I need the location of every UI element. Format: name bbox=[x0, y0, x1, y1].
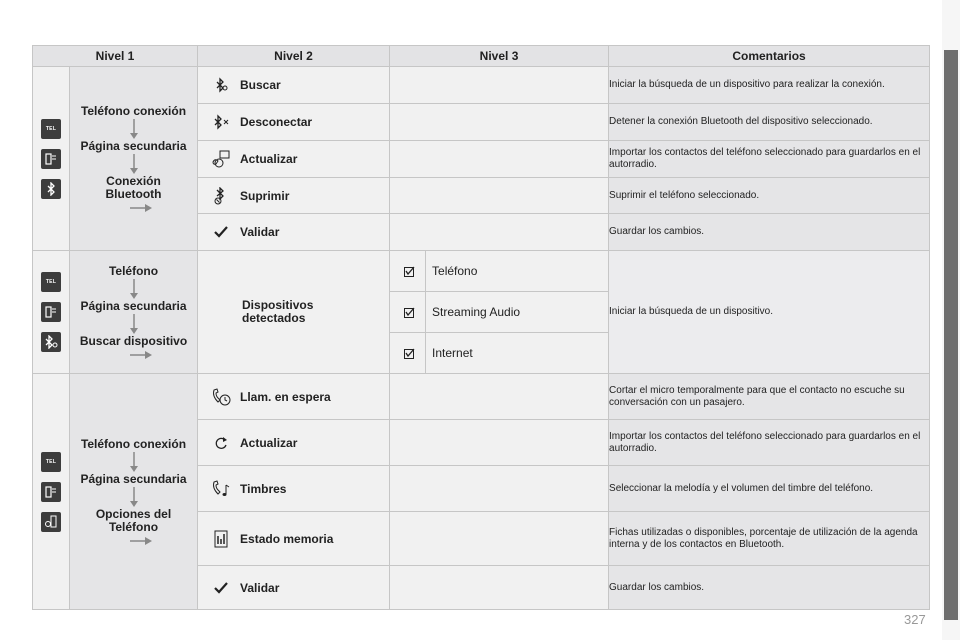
s1-comment-desconectar: Detener la conexión Bluetooth del dispositivo seleccionado. bbox=[609, 104, 930, 141]
s1-l3-empty bbox=[390, 141, 609, 178]
header-nivel2: Nivel 2 bbox=[198, 46, 390, 67]
s3-label-timbres: Timbres bbox=[240, 481, 287, 496]
header-comentarios: Comentarios bbox=[609, 46, 930, 67]
arrow-right-icon bbox=[130, 536, 152, 546]
s1-label-buscar: Buscar bbox=[240, 78, 281, 92]
s1-comment-validar: Guardar los cambios. bbox=[609, 214, 930, 251]
arrow-right-icon bbox=[130, 350, 152, 360]
s3-l3-empty bbox=[390, 374, 609, 420]
s1-comment-suprimir: Suprimir el teléfono seleccionado. bbox=[609, 178, 930, 214]
s3-row-llamespera[interactable] bbox=[33, 374, 930, 420]
s3-path-step2: Página secundaria bbox=[80, 471, 187, 486]
search-bluetooth-icon bbox=[41, 332, 61, 352]
s1-path bbox=[70, 67, 198, 251]
s3-comment-memoria: Fichas utilizadas o disponibles, porcentaje de utilización de la agenda interna y de los contactos en Bluetooth. bbox=[609, 512, 930, 566]
arrow-down-icon bbox=[129, 314, 139, 334]
s1-path-step2: Página secundaria bbox=[80, 138, 187, 153]
s2-opt-internet-icon-cell[interactable] bbox=[390, 333, 426, 374]
s3-path-step3: Opciones del Teléfono bbox=[95, 506, 172, 534]
bluetooth-disconnect-icon bbox=[210, 111, 232, 133]
s3-icons bbox=[33, 374, 70, 610]
checkbox-icon[interactable] bbox=[402, 301, 416, 323]
s3-label-memoria: Estado memoria bbox=[240, 531, 334, 546]
s2-comment: Iniciar la búsqueda de un dispositivo. bbox=[609, 251, 930, 374]
s1-label-actualizar: Actualizar bbox=[240, 152, 298, 166]
s1-label-suprimir: Suprimir bbox=[240, 188, 290, 203]
s3-path-step1: Teléfono conexión bbox=[80, 436, 187, 451]
checkbox-icon[interactable] bbox=[402, 260, 416, 282]
s3-label-actualizar: Actualizar bbox=[240, 435, 298, 450]
checkbox-icon[interactable] bbox=[402, 342, 416, 364]
s2-option-telefono: Teléfono bbox=[432, 264, 478, 278]
s1-comment-buscar: Iniciar la búsqueda de un dispositivo para realizar la conexión. bbox=[609, 67, 930, 104]
s1-l3-empty bbox=[390, 104, 609, 141]
s2-option-streaming: Streaming Audio bbox=[432, 305, 521, 319]
s1-path-step3: Conexión Bluetooth bbox=[105, 173, 162, 201]
tel-icon: TEL bbox=[41, 119, 61, 139]
arrow-down-icon bbox=[129, 452, 139, 472]
page-number: 327 bbox=[904, 612, 926, 627]
s1-label-desconectar: Desconectar bbox=[240, 115, 313, 129]
s3-l2-actualizar[interactable] bbox=[198, 420, 390, 466]
s3-l2-memoria[interactable] bbox=[198, 512, 390, 566]
s1-l3-empty bbox=[390, 214, 609, 251]
s1-l2-actualizar[interactable] bbox=[198, 141, 390, 178]
tel-icon: TEL bbox=[41, 272, 61, 292]
phone-icon bbox=[41, 149, 61, 169]
s1-l2-desconectar[interactable] bbox=[198, 104, 390, 141]
s2-opt-streaming-icon-cell[interactable] bbox=[390, 292, 426, 333]
arrow-down-icon bbox=[129, 487, 139, 507]
menu-table bbox=[32, 45, 930, 610]
s2-label-dispositivos: Dispositivos detectados bbox=[242, 298, 314, 325]
header-nivel1: Nivel 1 bbox=[33, 46, 198, 67]
s2-row-telefono[interactable] bbox=[33, 251, 930, 292]
s2-path-step1: Teléfono bbox=[108, 263, 159, 278]
s2-l2-dispositivos[interactable] bbox=[198, 251, 390, 374]
tel-icon: TEL bbox=[41, 452, 61, 472]
s2-path-step3: Buscar dispositivo bbox=[79, 333, 188, 348]
s3-l3-empty bbox=[390, 566, 609, 610]
memory-status-icon bbox=[210, 528, 232, 550]
s3-l3-empty bbox=[390, 420, 609, 466]
arrow-right-icon bbox=[130, 203, 152, 213]
s1-row-buscar[interactable] bbox=[33, 67, 930, 104]
s3-label-llamespera: Llam. en espera bbox=[240, 389, 331, 404]
s3-label-validar: Validar bbox=[240, 580, 280, 595]
arrow-down-icon bbox=[129, 154, 139, 174]
s2-opt-internet[interactable] bbox=[426, 333, 609, 374]
s3-comment-llamespera: Cortar el micro temporalmente para que el contacto no escuche su conversación con un pasajero. bbox=[609, 374, 930, 420]
s3-comment-timbres: Seleccionar la melodía y el volumen del timbre del teléfono. bbox=[609, 466, 930, 512]
s1-l2-validar[interactable] bbox=[198, 214, 390, 251]
s2-path-step2: Página secundaria bbox=[80, 298, 187, 313]
s3-l3-empty bbox=[390, 512, 609, 566]
refresh-icon bbox=[210, 432, 232, 454]
s2-option-internet: Internet bbox=[432, 346, 473, 360]
s1-comment-actualizar: Importar los contactos del teléfono seleccionado para guardarlos en el autorradio. bbox=[609, 141, 930, 178]
checkmark-icon bbox=[210, 577, 232, 599]
header-nivel3: Nivel 3 bbox=[390, 46, 609, 67]
phone-icon bbox=[41, 302, 61, 322]
s2-icons bbox=[33, 251, 70, 374]
s2-path bbox=[70, 251, 198, 374]
s2-opt-telefono[interactable] bbox=[426, 251, 609, 292]
s1-l2-suprimir[interactable] bbox=[198, 178, 390, 214]
call-waiting-icon bbox=[210, 386, 232, 408]
delete-phone-icon bbox=[210, 185, 232, 207]
s3-comment-validar: Guardar los cambios. bbox=[609, 566, 930, 610]
s2-opt-streaming[interactable] bbox=[426, 292, 609, 333]
s1-icons bbox=[33, 67, 70, 251]
s1-l2-buscar[interactable] bbox=[198, 67, 390, 104]
checkmark-icon bbox=[210, 221, 232, 243]
update-contacts-icon bbox=[210, 148, 232, 170]
s3-l2-validar[interactable] bbox=[198, 566, 390, 610]
s3-comment-actualizar: Importar los contactos del teléfono seleccionado para guardarlos en el autorradio. bbox=[609, 420, 930, 466]
header-row bbox=[33, 46, 930, 67]
s1-l3-empty bbox=[390, 178, 609, 214]
s3-l3-empty bbox=[390, 466, 609, 512]
s1-path-step1: Teléfono conexión bbox=[80, 103, 187, 118]
phone-settings-icon bbox=[41, 512, 61, 532]
s1-label-validar: Validar bbox=[240, 225, 280, 239]
ringtone-icon bbox=[210, 478, 232, 500]
s1-l3-empty bbox=[390, 67, 609, 104]
s3-l2-llamespera[interactable] bbox=[198, 374, 390, 420]
s3-path bbox=[70, 374, 198, 610]
bluetooth-icon bbox=[41, 179, 61, 199]
arrow-down-icon bbox=[129, 279, 139, 299]
phone-icon bbox=[41, 482, 61, 502]
s2-opt-telefono-icon-cell[interactable] bbox=[390, 251, 426, 292]
s3-l2-timbres[interactable] bbox=[198, 466, 390, 512]
search-bluetooth-icon bbox=[210, 74, 232, 96]
arrow-down-icon bbox=[129, 119, 139, 139]
scroll-strip bbox=[944, 50, 958, 620]
